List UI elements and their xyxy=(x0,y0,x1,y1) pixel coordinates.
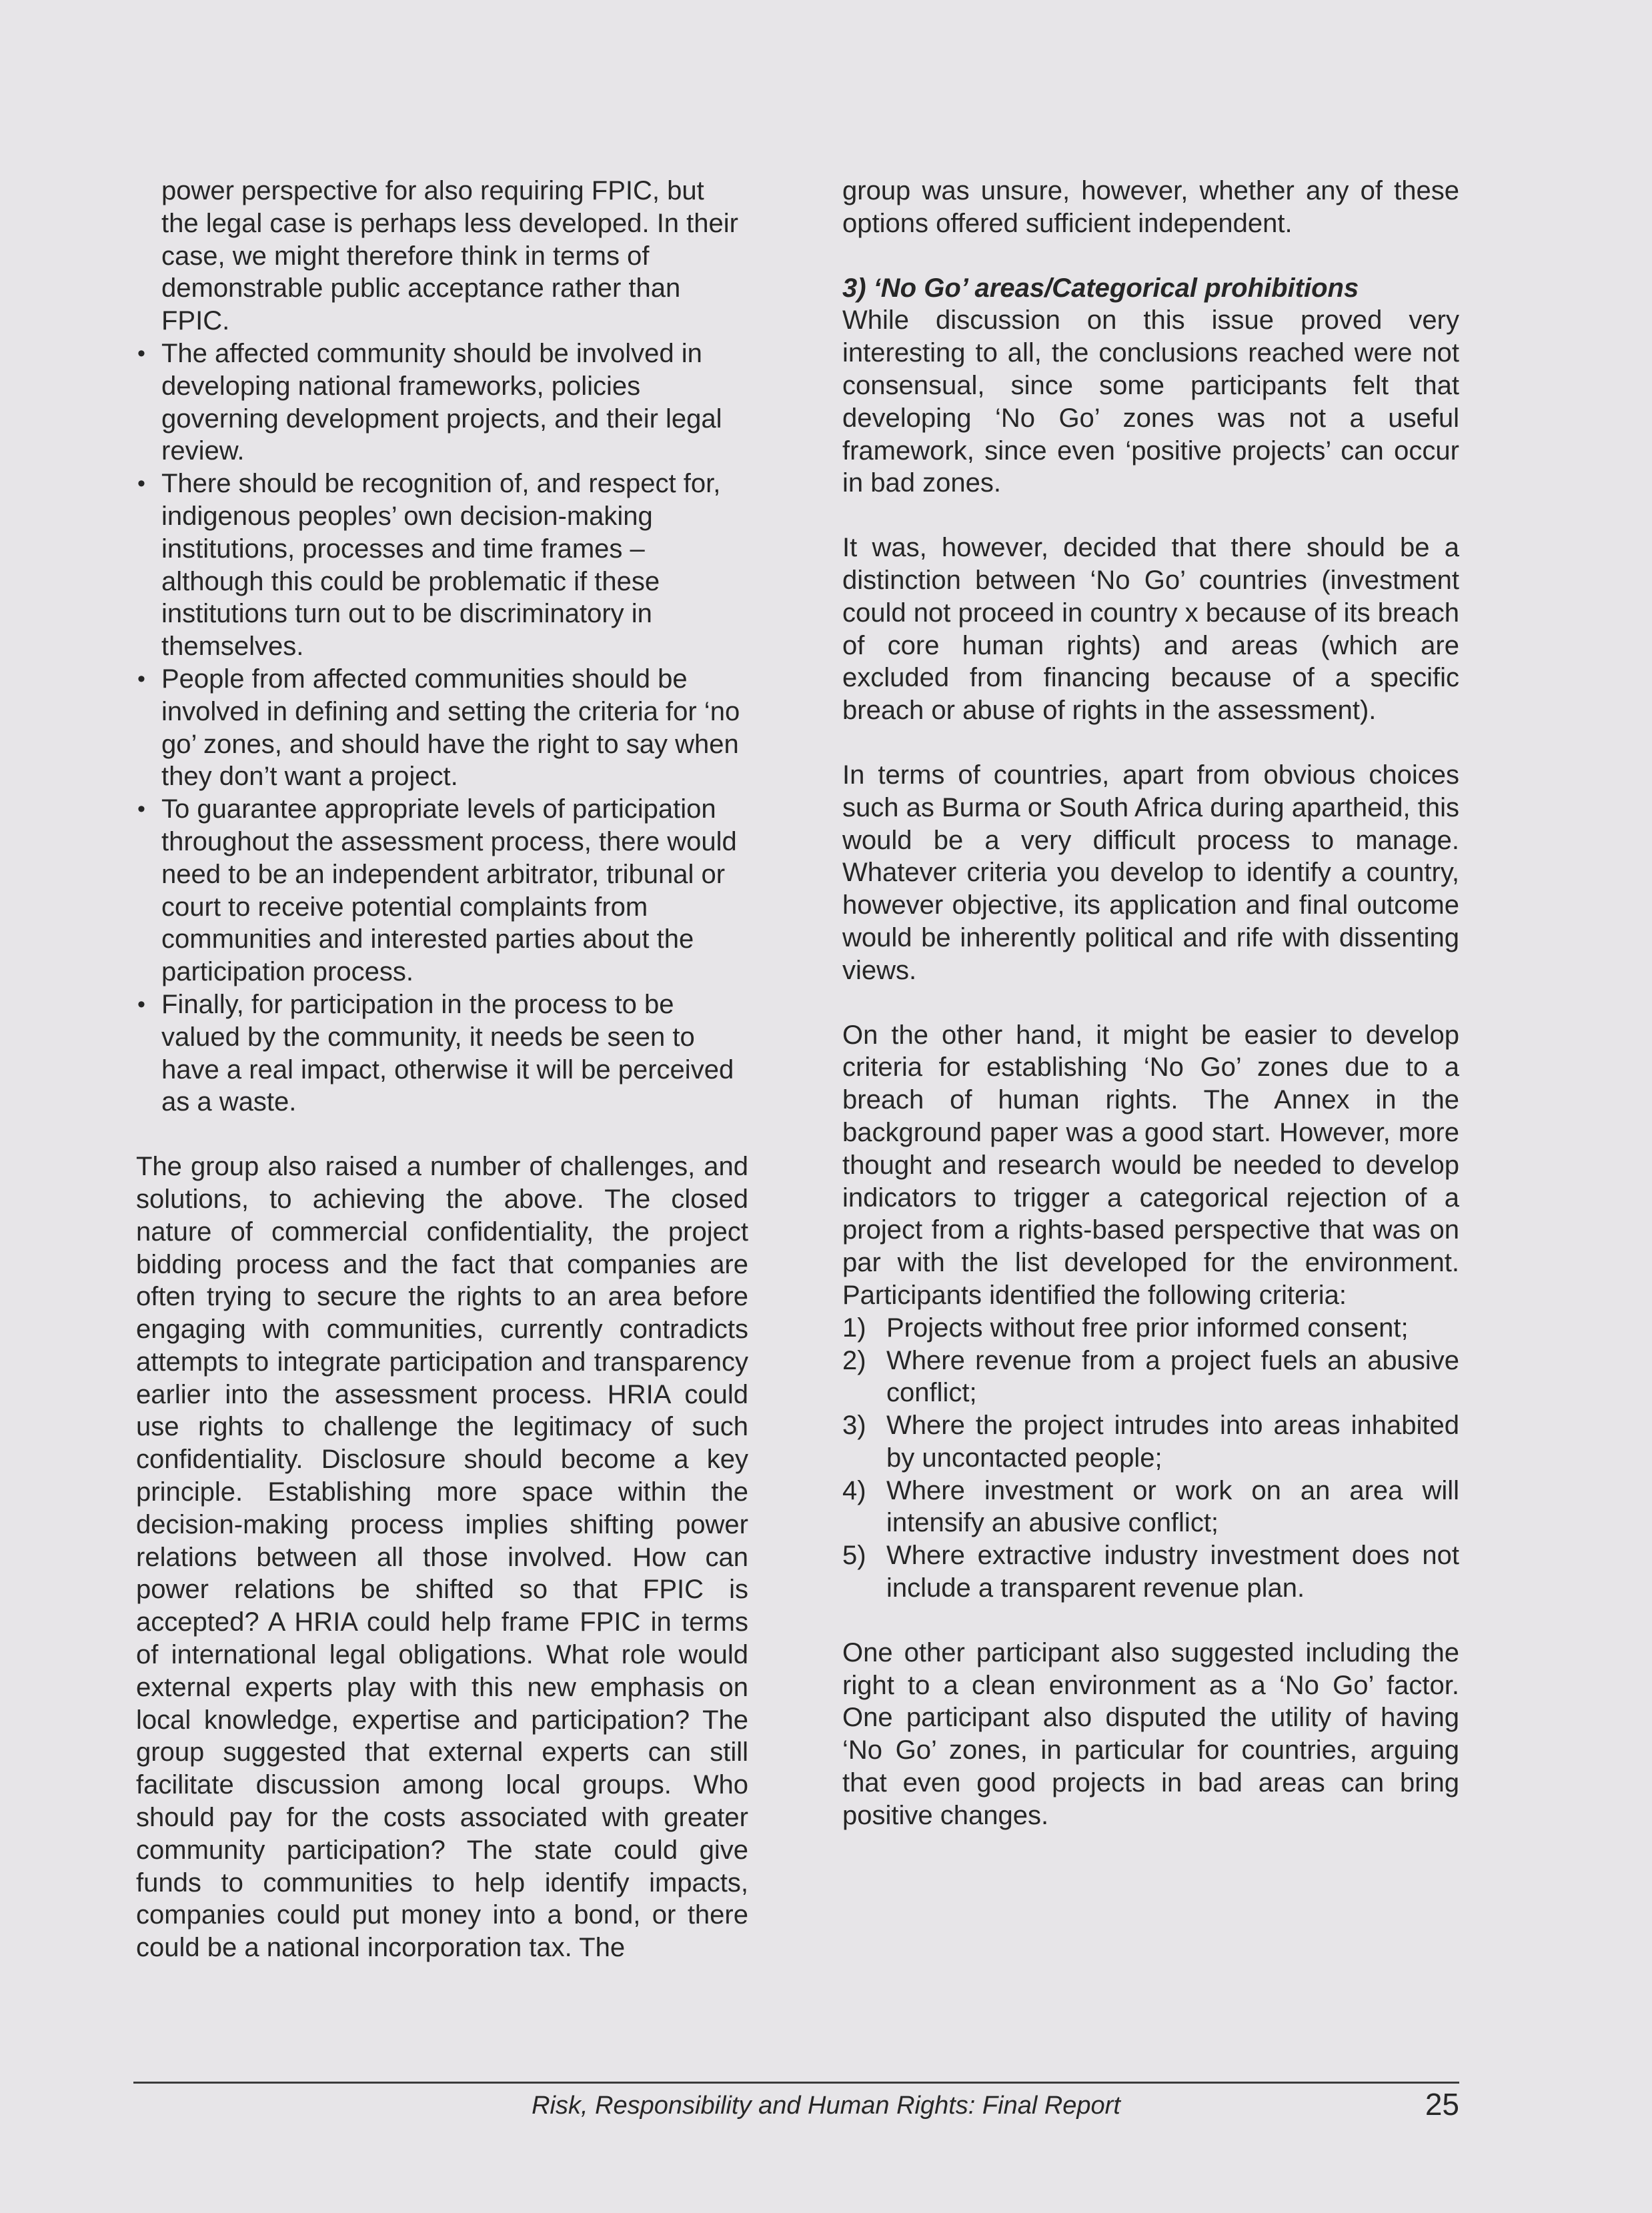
page-number: 25 xyxy=(1425,2087,1459,2122)
closing-paragraph: One other participant also suggested including the right to a clean environment as a ‘No Go’ factor. One participant also disputed the utility of having ‘No Go’ zones, in particular for countries, arguing that even good projects in bad areas can bring positive changes. xyxy=(842,1637,1459,1830)
footer-report-title: Risk, Responsibility and Human Rights: Final Report xyxy=(532,2092,1120,2120)
criteria-number: 5) xyxy=(842,1541,866,1571)
criteria-item xyxy=(842,1539,1459,1605)
continuation-paragraph: group was unsure, however, whether any of these options offered sufficient independent. xyxy=(842,176,1459,238)
participation-bullet-list xyxy=(136,337,748,1119)
criteria-text: Where investment or work on an area will intensify an abusive conflict; xyxy=(886,1475,1459,1538)
body-paragraph: It was, however, decided that there should be a distinction between ‘No Go’ countries (investment could not proceed in country x because of its breach of core human rights) and areas (which are excluded from financing because of a specific breach or abuse of rights in the assessment). xyxy=(842,533,1459,726)
bullet-item: • There should be recognition of, and respect for, indigenous peoples’ own decision-making institutions, processes and time frames – although this could be problematic if these institutions turn out to be discriminatory in themselves. xyxy=(136,468,748,663)
criteria-text: Where revenue from a project fuels an abusive conflict; xyxy=(886,1345,1459,1408)
criteria-number: 2) xyxy=(842,1345,866,1375)
body-paragraph: On the other hand, it might be easier to develop criteria for establishing ‘No Go’ zones due to a breach of human rights. The Annex in the background paper was a good start. However, more thought and research would be needed to develop indicators to trigger a categorical rejection of a project from a rights-based perspective that was on par with the list developed for the environment. Participants identified the following criteria: xyxy=(842,1020,1459,1310)
criteria-item xyxy=(842,1409,1459,1475)
criteria-number: 4) xyxy=(842,1475,866,1505)
bullet-item: • The affected community should be involved in developing national frameworks, policies governing development projects, and their legal review. xyxy=(136,337,748,468)
criteria-number: 3) xyxy=(842,1411,866,1441)
footer-divider xyxy=(133,2082,1459,2084)
criteria-list xyxy=(842,1312,1459,1605)
bullet-item: • People from affected communities should be involved in defining and setting the criteria for ‘no go’ zones, and should have the right to say when they don’t want a project. xyxy=(136,663,748,793)
bullet-item: • Finally, for participation in the process to be valued by the community, it needs be seen to have a real impact, otherwise it will be perceived as a waste. xyxy=(136,988,748,1119)
section-heading: 3) ‘No Go’ areas/Categorical prohibitions xyxy=(842,273,1359,303)
criteria-number: 1) xyxy=(842,1313,866,1343)
criteria-text: Where extractive industry investment does not include a transparent revenue plan. xyxy=(886,1541,1459,1603)
right-column xyxy=(842,175,1459,1832)
bullet-item: • To guarantee appropriate levels of participation throughout the assessment process, there would need to be an independent arbitrator, tribunal or court to receive potential complaints from communities and interested parties about the participation process. xyxy=(136,793,748,988)
challenges-paragraph: The group also raised a number of challenges, and solutions, to achieving the above. The closed nature of commercial confidentiality, the project bidding process and the fact that companies are often trying to secure the rights to an area before engaging with communities, currently contradicts attempts to integrate participation and transparency earlier into the assessment process. HRIA could use rights to challenge the legitimacy of such confidentiality. Disclosure should become a key principle. Establishing more space within the decision-making process implies shifting power relations between all those involved. How can power relations be shifted so that FPIC is accepted? A HRIA could help frame FPIC in terms of international legal obligations. What role would external experts play with this new emphasis on local knowledge, expertise and participation? The group suggested that external experts can still facilitate discussion among local groups. Who should pay for the costs associated with greater community participation? The state could give funds to communities to help identify impacts, companies could put money into a bond, or there could be a national incorporation tax. The xyxy=(136,1152,748,1963)
left-column xyxy=(136,175,748,1964)
bullet-continuation-text: power perspective for also requiring FPIC, but the legal case is perhaps less developed. In their case, we might therefore think in terms of demonstrable public acceptance rather than FPIC. xyxy=(161,176,738,336)
criteria-item xyxy=(842,1312,1459,1345)
body-paragraph: While discussion on this issue proved very interesting to all, the conclusions reached were not consensual, since some participants felt that developing ‘No Go’ zones was not a useful framework, since even ‘positive projects’ can occur in bad zones. xyxy=(842,305,1459,498)
criteria-text: Projects without free prior informed consent; xyxy=(886,1313,1409,1343)
criteria-item xyxy=(842,1345,1459,1410)
criteria-item xyxy=(842,1475,1459,1540)
body-paragraph: In terms of countries, apart from obvious choices such as Burma or South Africa during apartheid, this would be a very difficult process to manage. Whatever criteria you develop to identify a country, however objective, its application and final outcome would be inherently political and rife with dissenting views. xyxy=(842,760,1459,985)
criteria-text: Where the project intrudes into areas inhabited by uncontacted people; xyxy=(886,1411,1459,1473)
